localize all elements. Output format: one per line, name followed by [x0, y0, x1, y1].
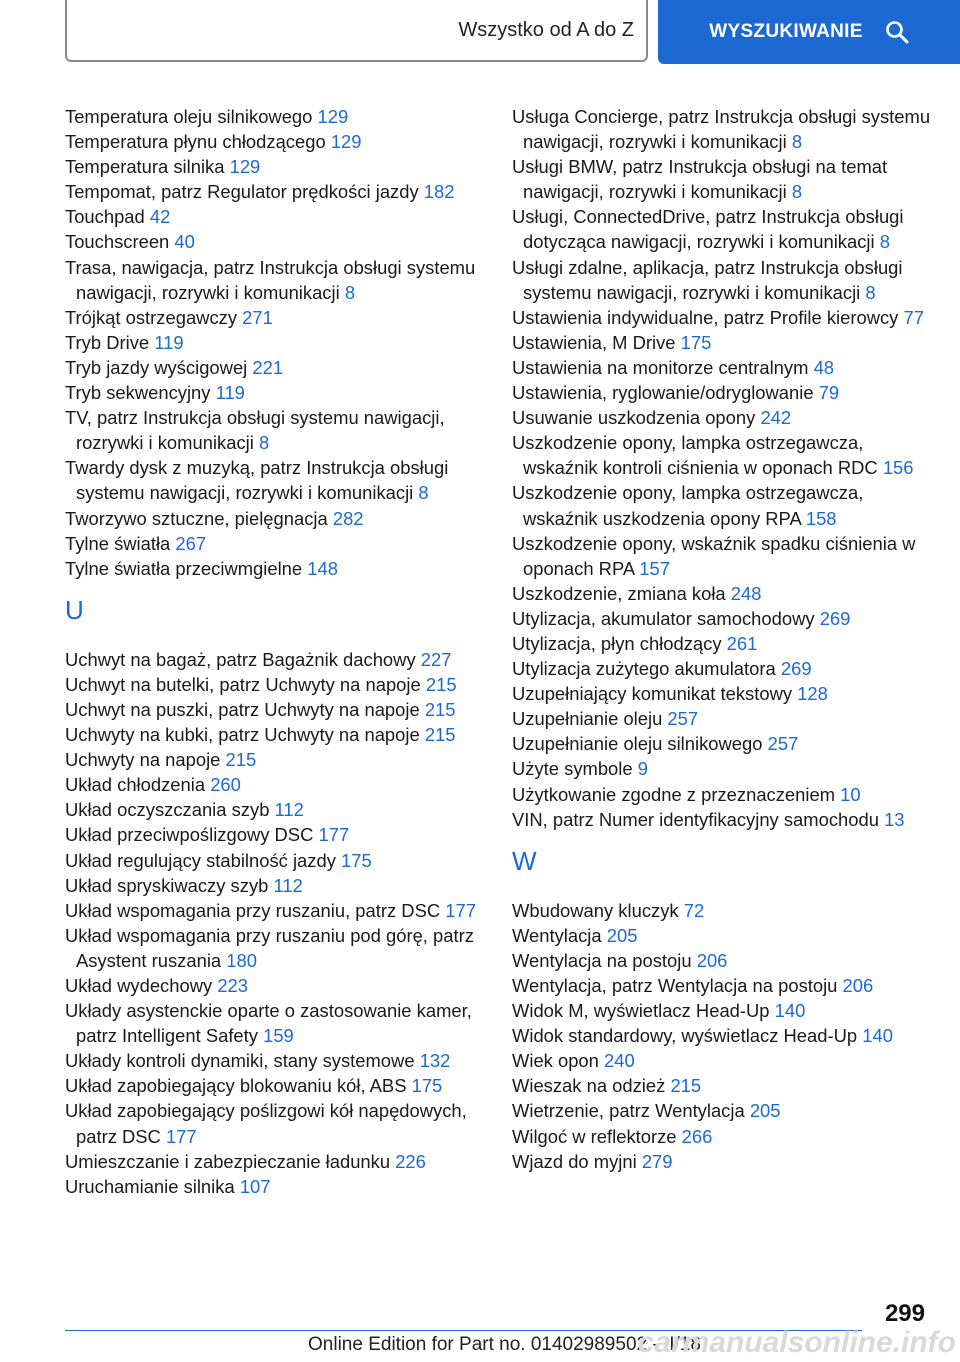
- index-entry-text: Tryb jazdy wyścigowej: [65, 356, 248, 378]
- page-reference-link[interactable]: 215: [670, 1075, 702, 1097]
- page-reference-link[interactable]: 13: [884, 808, 905, 830]
- index-entry: [65, 380, 495, 405]
- index-entry: [512, 355, 937, 380]
- index-entry-text: Wietrzenie, patrz Wentylacja: [512, 1100, 745, 1122]
- index-entry-text: Ustawienia, ryglowanie/odryglowanie: [512, 382, 814, 404]
- page-header: [0, 0, 960, 66]
- index-entry-text: Wilgoć w reflektorze: [512, 1125, 677, 1147]
- index-entry-text: Układy asystenckie oparte o zastosowanie kamer, patrz Intelligent Safety: [65, 1000, 472, 1047]
- index-entry: [512, 104, 937, 154]
- index-entry-text: Touchpad: [65, 206, 145, 228]
- index-entry-text: Wiek opon: [512, 1050, 599, 1072]
- page-reference-link[interactable]: 158: [805, 507, 837, 529]
- index-entry: [512, 154, 937, 204]
- index-entry: [65, 455, 495, 505]
- page-reference-link[interactable]: 221: [252, 356, 284, 378]
- index-entry: [65, 1174, 495, 1199]
- index-entry-text: Wieszak na odzież: [512, 1075, 666, 1097]
- index-entry: [512, 1073, 937, 1098]
- page-reference-link[interactable]: 205: [606, 924, 638, 946]
- index-entry-text: Układ zapobiegający blokowaniu kół, ABS: [65, 1075, 407, 1097]
- index-entry: [65, 722, 495, 747]
- page-reference-link[interactable]: 129: [317, 106, 349, 127]
- page-reference-link[interactable]: 242: [760, 407, 792, 429]
- index-entry: [65, 898, 495, 923]
- index-entry-text: Uchwyt na bagaż, patrz Bagażnik dachowy: [65, 648, 416, 670]
- page-reference-link[interactable]: 177: [318, 824, 350, 846]
- index-entry: [512, 731, 937, 756]
- index-entry: [65, 697, 495, 722]
- index-group-u-continued: [512, 104, 937, 832]
- index-entry: [512, 898, 937, 923]
- page-reference-link[interactable]: 132: [419, 1050, 451, 1072]
- index-entry: [65, 255, 495, 305]
- search-tab[interactable]: [658, 0, 960, 64]
- edition-footer: Online Edition for Part no. 01402989502 - II/18: [308, 1334, 701, 1355]
- index-entry-text: Temperatura silnika: [65, 156, 225, 178]
- page-reference-link[interactable]: 267: [175, 532, 207, 554]
- index-entry-text: Usługi zdalne, aplikacja, patrz Instrukcja obsługi systemu nawigacji, rozrywki i komunikacji: [512, 256, 903, 303]
- index-entry-text: Ustawienia indywidualne, patrz Profile kierowcy: [512, 306, 899, 328]
- index-group-w: [512, 898, 937, 1174]
- index-entry-text: Uzupełniający komunikat tekstowy: [512, 683, 793, 705]
- index-entry-text: Twardy dysk z muzyką, patrz Instrukcja obsługi systemu nawigacji, rozrywki i komunikacji: [65, 457, 449, 504]
- index-entry: [65, 772, 495, 797]
- index-entry-text: Tryb Drive: [65, 331, 150, 353]
- index-entry-text: Ustawienia na monitorze centralnym: [512, 356, 809, 378]
- page-reference-link[interactable]: 223: [217, 975, 249, 996]
- index-entry-text: Tworzywo sztuczne, pielęgnacja: [65, 507, 328, 529]
- page-reference-link[interactable]: 205: [749, 1100, 781, 1122]
- page-reference-link[interactable]: 215: [424, 698, 456, 720]
- index-entry-text: Uszkodzenie opony, lampka ostrzegawcza, wskaźnik kontroli ciśnienia w oponach RDC: [512, 432, 878, 479]
- page-reference-link[interactable]: 215: [425, 673, 457, 695]
- index-letter-u: U: [65, 594, 84, 625]
- index-entry-text: Układ spryskiwaczy szyb: [65, 874, 269, 896]
- index-letter-w: W: [512, 845, 537, 876]
- index-entry-text: Uchwyty na kubki, patrz Uchwyty na napoje: [65, 724, 420, 746]
- page-reference-link[interactable]: 79: [818, 382, 840, 404]
- index-entry-text: Układ regulujący stabilność jazdy: [65, 849, 336, 871]
- index-entry: [512, 380, 937, 405]
- index-entry-text: Widok M, wyświetlacz Head-Up: [512, 1000, 770, 1022]
- index-entry-text: Wbudowany kluczyk: [512, 899, 679, 921]
- index-entry-text: Użytkowanie zgodne z przeznaczeniem: [512, 783, 836, 805]
- index-entry: [512, 923, 937, 948]
- index-entry-text: Układ przeciwpoślizgowy DSC: [65, 824, 314, 846]
- index-entry: [65, 154, 495, 179]
- index-entry-text: Układ wspomagania przy ruszaniu, patrz DSC: [65, 899, 441, 921]
- page-reference-link[interactable]: 271: [242, 306, 273, 328]
- page-reference-link[interactable]: 8: [258, 432, 270, 454]
- index-entry: [512, 998, 937, 1023]
- page-reference-link[interactable]: 240: [604, 1050, 635, 1072]
- page-reference-link[interactable]: 261: [726, 632, 758, 654]
- index-entry-text: Usuwanie uszkodzenia opony: [512, 407, 756, 429]
- index-group-t: [65, 104, 495, 581]
- index-entry-text: Widok standardowy, wyświetlacz Head-Up: [512, 1025, 858, 1047]
- index-entry: [65, 355, 495, 380]
- index-entry: [512, 1048, 937, 1073]
- index-entry: [65, 873, 495, 898]
- index-entry: [65, 1149, 495, 1174]
- index-entry-text: Trasa, nawigacja, patrz Instrukcja obsługi systemu nawigacji, rozrywki i komunikacji: [65, 256, 476, 303]
- page-reference-link[interactable]: 279: [641, 1150, 673, 1172]
- index-entry: [512, 807, 937, 832]
- page-reference-link[interactable]: 112: [274, 799, 304, 821]
- page-reference-link[interactable]: 48: [813, 356, 835, 378]
- page-reference-link[interactable]: 177: [165, 1125, 197, 1147]
- page-reference-link[interactable]: 159: [263, 1025, 294, 1047]
- index-entry: [65, 973, 495, 998]
- page-reference-link[interactable]: 40: [174, 231, 195, 253]
- page-reference-link[interactable]: 156: [882, 457, 914, 479]
- page-reference-link[interactable]: 215: [424, 724, 456, 746]
- index-entry: [512, 1023, 937, 1048]
- index-entry: [65, 747, 495, 772]
- index-entry: [512, 330, 937, 355]
- index-entry-text: Użyte symbole: [512, 758, 633, 780]
- index-entry-text: Uzupełnianie oleju: [512, 708, 663, 730]
- page-reference-link[interactable]: 10: [840, 783, 861, 805]
- page-reference-link[interactable]: 260: [210, 774, 241, 796]
- index-entry: [512, 681, 937, 706]
- page-reference-link[interactable]: 8: [791, 181, 803, 203]
- index-entry: [65, 104, 495, 129]
- watermark-logo: carmanualsonline.info: [637, 1326, 956, 1359]
- index-entry: [65, 822, 495, 847]
- page-reference-link[interactable]: 248: [730, 582, 762, 604]
- page-reference-link[interactable]: 180: [226, 949, 257, 971]
- index-entry: [65, 1073, 495, 1098]
- index-entry-text: Układ wspomagania przy ruszaniu pod górę, patrz Asystent ruszania: [65, 924, 474, 971]
- index-entry-text: Usługi, ConnectedDrive, patrz Instrukcja obsługi dotycząca nawigacji, rozrywki i komunikacji: [512, 206, 904, 253]
- index-entry: [65, 672, 495, 697]
- page-reference-link[interactable]: 140: [862, 1025, 893, 1047]
- page-reference-link[interactable]: 175: [680, 331, 712, 353]
- index-entry-text: Uchwyt na puszki, patrz Uchwyty na napoje: [65, 698, 420, 720]
- a-to-z-tab-label: Wszystko od A do Z: [458, 18, 634, 41]
- index-entry-text: Układ chłodzenia: [65, 774, 206, 796]
- index-entry-text: Uchwyt na butelki, patrz Uchwyty na napoje: [65, 673, 421, 695]
- page-reference-link[interactable]: 140: [774, 1000, 806, 1022]
- index-entry: [512, 581, 937, 606]
- index-entry: [512, 948, 937, 973]
- index-entry-text: Wjazd do myjni: [512, 1150, 637, 1172]
- page-reference-link[interactable]: 8: [865, 281, 876, 303]
- index-entry-text: Utylizacja zużytego akumulatora: [512, 658, 776, 680]
- search-icon: [885, 20, 909, 44]
- index-entry: [512, 656, 937, 681]
- index-entry-text: Temperatura oleju silnikowego: [65, 106, 313, 127]
- a-to-z-tab[interactable]: [65, 0, 648, 62]
- index-group-u: [65, 647, 495, 1199]
- index-entry: [512, 782, 937, 807]
- page-reference-link[interactable]: 8: [344, 281, 356, 303]
- index-entry-text: TV, patrz Instrukcja obsługi systemu nawigacji, rozrywki i komunikacji: [65, 407, 445, 454]
- index-entry: [512, 480, 937, 530]
- index-entry: [65, 405, 495, 455]
- index-column-left: [65, 104, 495, 1199]
- index-entry: [65, 204, 495, 229]
- index-entry: [65, 229, 495, 254]
- index-entry: [512, 706, 937, 731]
- index-entry: [512, 1098, 937, 1123]
- index-entry: [512, 255, 937, 305]
- page-reference-link[interactable]: 177: [445, 899, 476, 921]
- page-reference-link[interactable]: 175: [411, 1075, 443, 1097]
- index-column-right: [512, 104, 937, 1174]
- index-entry-text: Umieszczanie i zabezpieczanie ładunku: [65, 1150, 391, 1172]
- index-entry-text: Układ zapobiegający poślizgowi kół napędowych, patrz DSC: [65, 1100, 467, 1147]
- index-entry: [512, 973, 937, 998]
- index-entry-text: Uszkodzenie opony, wskaźnik spadku ciśnienia w oponach RPA: [512, 532, 916, 579]
- index-entry: [65, 1048, 495, 1073]
- index-entry: [65, 797, 495, 822]
- index-entry-text: Usługi BMW, patrz Instrukcja obsługi na temat nawigacji, rozrywki i komunikacji: [512, 156, 888, 203]
- index-entry-text: Temperatura płynu chłodzącego: [65, 131, 326, 153]
- page-reference-link[interactable]: 226: [395, 1150, 426, 1172]
- index-entry: [512, 430, 937, 480]
- index-entry-text: Trójkąt ostrzegawczy: [65, 306, 238, 328]
- page-reference-link[interactable]: 266: [681, 1125, 713, 1147]
- index-entry: [512, 405, 937, 430]
- page-reference-link[interactable]: 148: [307, 557, 338, 579]
- page-reference-link[interactable]: 175: [341, 849, 372, 871]
- index-entry-text: Tylne światła: [65, 532, 171, 554]
- index-entry-text: Usługa Concierge, patrz Instrukcja obsługi systemu nawigacji, rozrywki i komunikacji: [512, 106, 931, 153]
- index-entry: [65, 647, 495, 672]
- index-entry: [65, 330, 495, 355]
- page-reference-link[interactable]: 8: [791, 131, 803, 153]
- index-entry-text: Wentylacja: [512, 924, 602, 946]
- page-reference-link[interactable]: 157: [639, 557, 670, 579]
- index-entry: [65, 998, 495, 1048]
- index-entry: [65, 305, 495, 330]
- index-entry: [65, 531, 495, 556]
- index-entry: [512, 1149, 937, 1174]
- index-entry-text: Tryb sekwencyjny: [65, 382, 211, 404]
- page-reference-link[interactable]: 9: [637, 758, 648, 780]
- page-reference-link[interactable]: 182: [423, 181, 455, 203]
- index-entry: [512, 631, 937, 656]
- page-reference-link[interactable]: 8: [418, 482, 429, 504]
- page-reference-link[interactable]: 206: [696, 949, 728, 971]
- page-reference-link[interactable]: 257: [667, 708, 699, 730]
- index-entry: [512, 1124, 937, 1149]
- index-entry: [512, 305, 937, 330]
- page-reference-link[interactable]: 128: [797, 683, 828, 705]
- page-reference-link[interactable]: 269: [780, 658, 812, 680]
- page-reference-link[interactable]: 107: [239, 1175, 271, 1197]
- page-reference-link[interactable]: 8: [879, 231, 890, 253]
- page-reference-link[interactable]: 77: [903, 306, 924, 328]
- index-entry-text: Tempomat, patrz Regulator prędkości jazdy: [65, 181, 419, 203]
- search-tab-label: WYSZUKIWANIE: [709, 21, 863, 42]
- page-number: 299: [884, 1300, 925, 1327]
- page-reference-link[interactable]: 227: [420, 648, 452, 670]
- index-entry-text: Utylizacja, akumulator samochodowy: [512, 607, 815, 629]
- index-entry-text: Uruchamianie silnika: [65, 1175, 235, 1197]
- page-reference-link[interactable]: 129: [330, 131, 362, 153]
- index-entry-text: Uchwyty na napoje: [65, 749, 221, 771]
- page-reference-link[interactable]: 269: [819, 607, 851, 629]
- index-entry-text: Ustawienia, M Drive: [512, 331, 676, 353]
- index-entry: [512, 756, 937, 781]
- index-entry-text: Wentylacja na postoju: [512, 949, 692, 971]
- index-entry: [65, 129, 495, 154]
- index-entry: [512, 204, 937, 254]
- page-reference-link[interactable]: 215: [225, 749, 257, 771]
- index-entry-text: Układy kontroli dynamiki, stany systemowe: [65, 1050, 415, 1072]
- page-reference-link[interactable]: 42: [149, 206, 171, 228]
- index-entry: [65, 506, 495, 531]
- page-reference-link[interactable]: 72: [683, 899, 705, 921]
- index-entry-text: Wentylacja, patrz Wentylacja na postoju: [512, 975, 838, 996]
- index-entry-text: Układ oczyszczania szyb: [65, 799, 270, 821]
- index-entry-text: Układ wydechowy: [65, 975, 213, 996]
- page-reference-link[interactable]: 119: [154, 331, 184, 353]
- index-entry: [65, 1098, 495, 1148]
- index-entry: [65, 923, 495, 973]
- page-reference-link[interactable]: 129: [229, 156, 261, 178]
- index-entry: [65, 179, 495, 204]
- page-reference-link[interactable]: 206: [842, 975, 874, 996]
- index-entry-text: Touchscreen: [65, 231, 170, 253]
- index-entry: [65, 556, 495, 581]
- page-reference-link[interactable]: 257: [767, 733, 799, 755]
- index-entry-text: Uszkodzenie opony, lampka ostrzegawcza, wskaźnik uszkodzenia opony RPA: [512, 482, 864, 529]
- page-reference-link[interactable]: 112: [273, 874, 303, 896]
- index-entry-text: Uzupełnianie oleju silnikowego: [512, 733, 763, 755]
- index-entry-text: VIN, patrz Numer identyfikacyjny samochodu: [512, 808, 879, 830]
- page-reference-link[interactable]: 282: [332, 507, 364, 529]
- index-entry-text: Utylizacja, płyn chłodzący: [512, 632, 722, 654]
- index-entry: [512, 606, 937, 631]
- index-entry-text: Uszkodzenie, zmiana koła: [512, 582, 726, 604]
- index-entry: [65, 848, 495, 873]
- index-entry-text: Tylne światła przeciwmgielne: [65, 557, 303, 579]
- page-reference-link[interactable]: 119: [215, 382, 245, 404]
- index-entry: [512, 531, 937, 581]
